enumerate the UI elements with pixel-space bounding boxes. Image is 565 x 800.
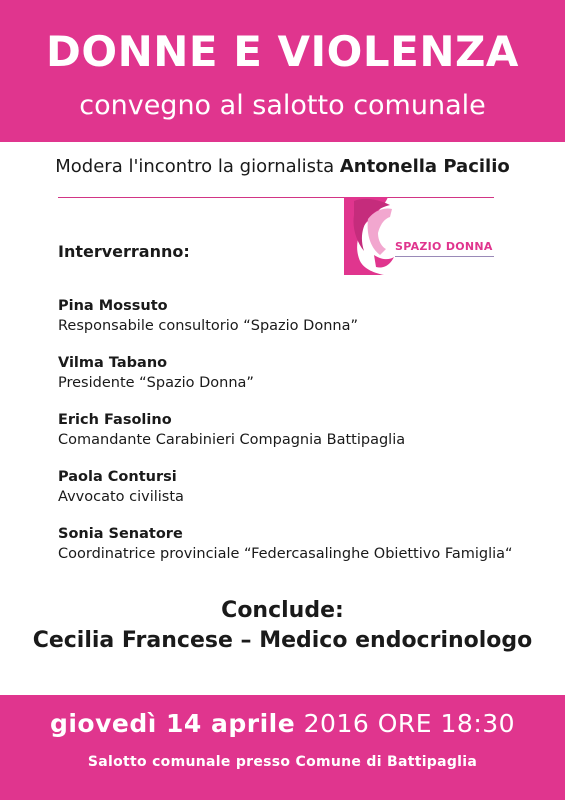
speaker-name: Vilma Tabano	[58, 355, 168, 371]
speaker-item	[58, 296, 358, 336]
speaker-item	[58, 410, 405, 450]
moderator-line	[0, 156, 565, 177]
event-date	[0, 709, 565, 739]
speaker-role: Coordinatrice provinciale “Federcasalinghe Obiettivo Famiglia“	[58, 546, 513, 562]
logo-underline	[395, 256, 494, 257]
speaker-item	[58, 467, 184, 507]
event-date-day: giovedì 14 aprile	[49, 709, 296, 738]
speaker-role: Presidente “Spazio Donna”	[58, 375, 254, 391]
header-banner	[0, 0, 565, 142]
speaker-item	[58, 353, 254, 393]
conclusion-label: Conclude:	[221, 598, 344, 623]
moderator-name: Antonella Pacilio	[339, 156, 510, 177]
speakers-heading: Interverranno:	[58, 242, 190, 261]
event-subtitle: convegno al salotto comunale	[79, 90, 486, 121]
speaker-item	[58, 524, 513, 564]
event-date-time: 2016 ORE 18:30	[303, 709, 516, 738]
speaker-name: Paola Contursi	[58, 469, 177, 485]
speaker-role: Avvocato civilista	[58, 489, 184, 505]
logo-label: SPAZIO DONNA	[395, 240, 493, 253]
moderator-prefix: Modera l'incontro la giornalista	[55, 156, 335, 177]
spazio-donna-logo-icon	[344, 197, 496, 275]
event-title: DONNE E VIOLENZA	[46, 27, 519, 76]
event-venue: Salotto comunale presso Comune di Battipaglia	[87, 754, 478, 770]
speaker-name: Pina Mossuto	[58, 298, 168, 314]
conclusion-speaker: Cecilia Francese – Medico endocrinologo	[32, 628, 533, 653]
speaker-name: Erich Fasolino	[58, 412, 172, 428]
speaker-role: Comandante Carabinieri Compagnia Battipaglia	[58, 432, 406, 448]
conclusion-block	[0, 596, 565, 656]
footer-banner	[0, 695, 565, 800]
speaker-name: Sonia Senatore	[58, 526, 183, 542]
speaker-role: Responsabile consultorio “Spazio Donna”	[58, 318, 358, 334]
